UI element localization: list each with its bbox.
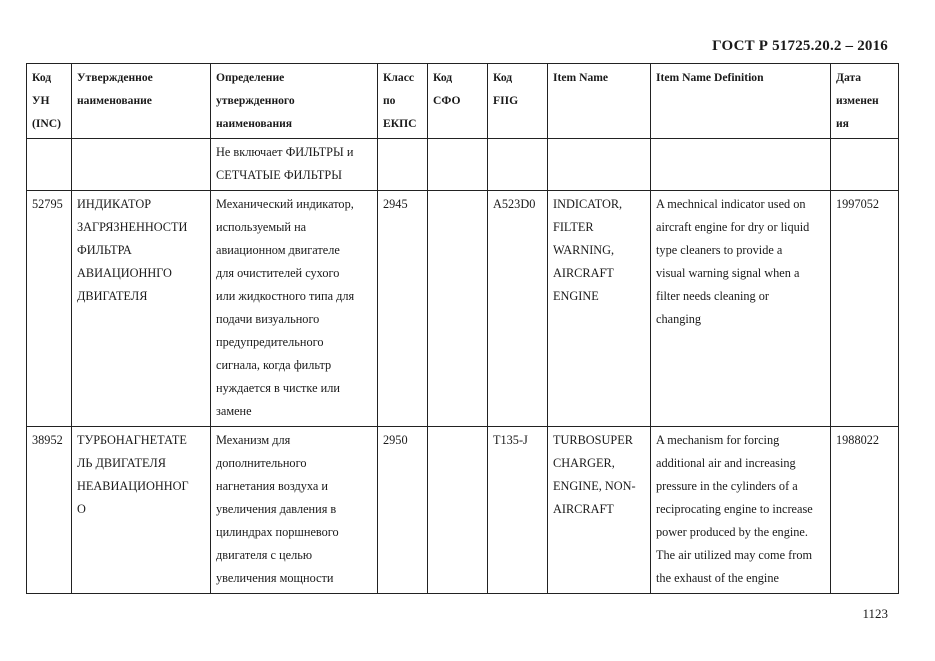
table-row	[27, 191, 899, 427]
cell-item-name: INDICATOR, FILTER WARNING, AIRCRAFT ENGINE	[548, 191, 651, 427]
cell-item-name	[548, 139, 651, 191]
cell-approved-name	[72, 139, 211, 191]
cell-definition: Не включает ФИЛЬТРЫ и СЕТЧАТЫЕ ФИЛЬТРЫ	[211, 139, 378, 191]
cell-fiig: T135-J	[488, 427, 548, 594]
cell-class: 2945	[378, 191, 428, 427]
column-header-item-definition: Item Name Definition	[651, 64, 831, 139]
column-header-inc: Код УН (INC)	[27, 64, 72, 139]
cell-change-date	[831, 139, 899, 191]
column-header-item-name: Item Name	[548, 64, 651, 139]
column-header-definition: Определение утвержденного наименования	[211, 64, 378, 139]
document-standard-title: ГОСТ Р 51725.20.2 – 2016	[712, 38, 888, 54]
column-header-class: Класс по ЕКПС	[378, 64, 428, 139]
cell-item-definition: A mechanism for forcing additional air and increasing pressure in the cylinders of a reciprocating engine to increase power produced by the engine. The air utilized may come from the exhaust of the engine	[651, 427, 831, 594]
cell-fiig	[488, 139, 548, 191]
cell-item-definition	[651, 139, 831, 191]
item-name-table	[26, 63, 899, 594]
cell-change-date: 1997052	[831, 191, 899, 427]
column-header-sfo: Код СФО	[428, 64, 488, 139]
cell-item-definition: A mechnical indicator used on aircraft engine for dry or liquid type cleaners to provide a visual warning signal when a filter needs cleaning or changing	[651, 191, 831, 427]
cell-item-name: TURBOSUPER CHARGER, ENGINE, NON- AIRCRAFT	[548, 427, 651, 594]
column-header-fiig: Код FIIG	[488, 64, 548, 139]
table-row	[27, 139, 899, 191]
cell-inc	[27, 139, 72, 191]
cell-approved-name: ТУРБОНАГНЕТАТЕ ЛЬ ДВИГАТЕЛЯ НЕАВИАЦИОННОГ О	[72, 427, 211, 594]
table-row	[27, 427, 899, 594]
cell-approved-name: ИНДИКАТОР ЗАГРЯЗНЕННОСТИ ФИЛЬТРА АВИАЦИОННГО ДВИГАТЕЛЯ	[72, 191, 211, 427]
table-header-row	[27, 64, 899, 139]
cell-change-date: 1988022	[831, 427, 899, 594]
cell-class	[378, 139, 428, 191]
page-number: 1123	[862, 606, 888, 621]
column-header-approved-name: Утвержденное наименование	[72, 64, 211, 139]
cell-sfo	[428, 191, 488, 427]
cell-definition: Механический индикатор, используемый на авиационном двигателе для очистителей сухого или жидкостного типа для подачи визуального предупредительного сигнала, когда фильтр нуждается в чистке или замене	[211, 191, 378, 427]
cell-sfo	[428, 427, 488, 594]
cell-inc: 52795	[27, 191, 72, 427]
column-header-change-date: Дата изменен ия	[831, 64, 899, 139]
cell-definition: Механизм для дополнительного нагнетания воздуха и увеличения давления в цилиндрах поршневого двигателя с целью увеличения мощности	[211, 427, 378, 594]
cell-inc: 38952	[27, 427, 72, 594]
cell-sfo	[428, 139, 488, 191]
cell-class: 2950	[378, 427, 428, 594]
cell-fiig: A523D0	[488, 191, 548, 427]
